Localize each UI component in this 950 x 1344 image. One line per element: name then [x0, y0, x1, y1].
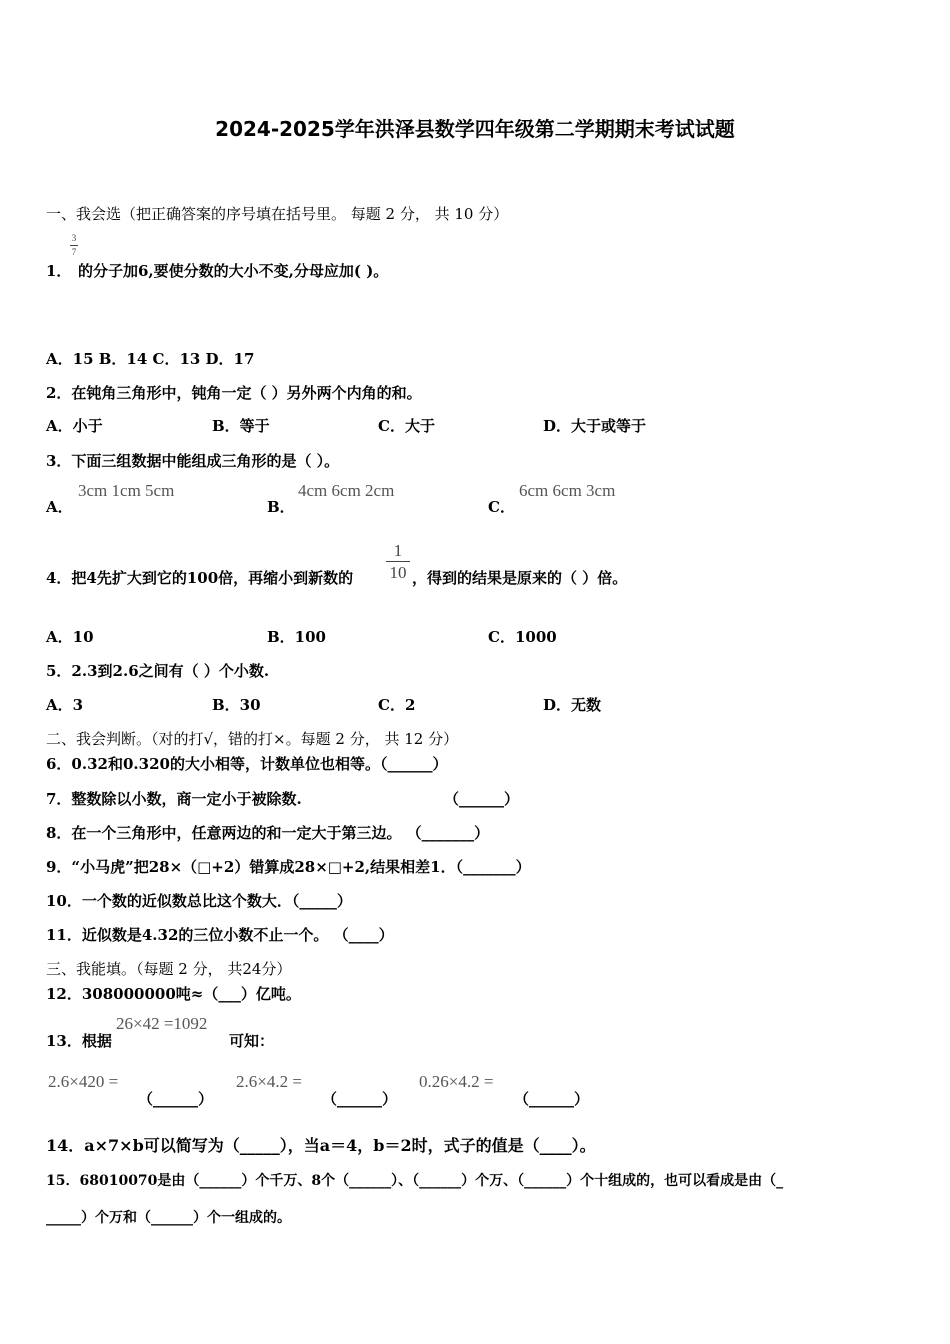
question-2-option-c: C．大于: [378, 417, 435, 435]
question-1: [46, 260, 71, 281]
question-3-option-c-label: C．: [488, 498, 515, 516]
question-6-text: 6．0.32和0.320的大小相等，计数单位也相等。（______）: [46, 755, 448, 773]
question-13-prefix: 13．根据: [46, 1032, 112, 1050]
fraction-numerator: 3: [71, 233, 77, 243]
question-5-option-a: A．3: [46, 696, 84, 714]
question-3-option-b-label: B．: [267, 498, 295, 516]
question-13-blank-3: （______）: [514, 1090, 590, 1108]
section-2-heading: 二、我会判断。（对的打√，错的打×。每题 2 分， 共 12 分）: [46, 730, 459, 748]
question-15-line-2: _____）个万和（______）个一组成的。: [46, 1210, 291, 1226]
question-13-expression-3: 0.26×4.2 =: [419, 1072, 494, 1091]
question-13-formula: 26×42 =1092: [116, 1014, 208, 1033]
question-4-option-c: C．1000: [488, 628, 557, 646]
question-10-text: 10．一个数的近似数总比这个数大．（_____）: [46, 892, 352, 910]
question-1-number: 1．: [46, 262, 72, 280]
question-4-text-after: ，得到的结果是原来的（ ）倍。: [412, 569, 628, 587]
question-5-option-b: B．30: [212, 696, 261, 714]
fraction-numerator: 1: [393, 541, 403, 560]
question-1-options: A．15 B．14 C．13 D．17: [46, 350, 255, 368]
question-2-text: 2．在钝角三角形中，钝角一定（ ）另外两个内角的和。: [46, 384, 422, 402]
question-14-text: 14．a×7×b可以简写为（_____），当a＝4，b＝2时，式子的值是（____）。: [46, 1136, 596, 1155]
question-3-option-a-label: A．: [46, 498, 73, 516]
question-13-blank-2: （______）: [322, 1090, 398, 1108]
question-1-text: 的分子加6,要使分数的大小不变,分母应加( )。: [78, 262, 389, 280]
question-2-option-b: B．等于: [212, 417, 270, 435]
fraction-denominator: 10: [389, 563, 407, 582]
question-4-text-before: 4．把4先扩大到它的100倍，再缩小到新数的: [46, 569, 354, 587]
question-5-option-d: D．无数: [543, 696, 602, 714]
question-13-blank-1: （______）: [138, 1090, 214, 1108]
question-9-text: 9．“小马虎”把28×（□+2）错算成28×□+2,结果相差1．（_______）: [46, 858, 531, 876]
question-12-text: 12．308000000吨≈（___）亿吨。: [46, 985, 301, 1003]
question-3-option-c-value: 6cm 6cm 3cm: [519, 481, 616, 500]
question-15-line-1: 15．68010070是由（______）个千万、8个（______）、（______）个万、（______）个十组成的，也可以看成是由（_: [46, 1173, 784, 1189]
section-3-heading: 三、我能填。（每题 2 分， 共24分）: [46, 960, 292, 978]
question-4-option-b: B．100: [267, 628, 326, 646]
question-3-option-a-value: 3cm 1cm 5cm: [78, 481, 175, 500]
question-4-option-a: A．10: [46, 628, 94, 646]
fraction-bar: [70, 245, 78, 246]
question-13-suffix: 可知：: [229, 1032, 275, 1050]
fraction-denominator: 7: [71, 247, 77, 257]
question-7-blank: （______）: [444, 790, 520, 808]
question-13-expression-1: 2.6×420 =: [48, 1072, 119, 1091]
page-title: 2024-2025学年洪泽县数学四年级第二学期期末考试试题: [215, 117, 735, 141]
question-5-option-c: C．2: [378, 696, 416, 714]
question-13-expression-2: 2.6×4.2 =: [236, 1072, 302, 1091]
question-8-text: 8．在一个三角形中，任意两边的和一定大于第三边。 （_______）: [46, 824, 490, 842]
question-2-option-d: D．大于或等于: [543, 417, 647, 435]
question-4-fraction: [386, 542, 410, 581]
question-1-fraction: [70, 234, 78, 257]
question-2-option-a: A．小于: [46, 417, 103, 435]
question-3-text: 3．下面三组数据中能组成三角形的是（ ）。: [46, 452, 340, 470]
fraction-bar: [386, 561, 410, 562]
question-3-option-b-value: 4cm 6cm 2cm: [298, 481, 395, 500]
question-5-text: 5．2.3到2.6之间有（ ）个小数.: [46, 662, 270, 680]
question-7-text: 7．整数除以小数，商一定小于被除数.: [46, 790, 302, 808]
section-1-heading: 一、我会选（把正确答案的序号填在括号里。 每题 2 分， 共 10 分）: [46, 205, 509, 223]
question-11-text: 11．近似数是4.32的三位小数不止一个。 （____）: [46, 926, 394, 944]
